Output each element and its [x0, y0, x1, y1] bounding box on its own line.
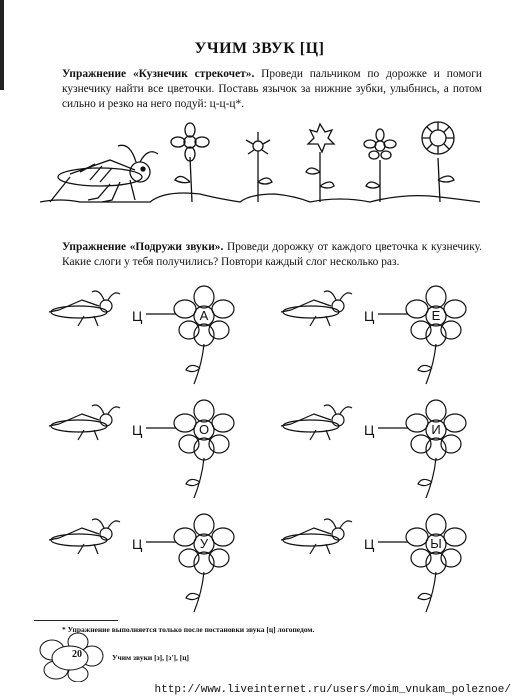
exercise-2-text: Проведи дорожку от каждого цветочка к кузнечику. Какие слоги у тебя получились? Повтори каждый слог несколько раз.: [62, 241, 483, 268]
grasshopper-flower-pair-4-icon: [276, 398, 486, 508]
syllable-pair-4: [276, 398, 486, 508]
vowel-label-2: Е: [431, 308, 441, 323]
vowel-label-6: Ы: [430, 536, 442, 551]
consonant-label-2: Ц: [364, 308, 375, 324]
page-title: УЧИМ ЗВУК [Ц]: [194, 40, 325, 57]
exercise-2-name: Упражнение «Подружи звуки».: [62, 241, 224, 253]
syllable-pair-5: [44, 512, 254, 622]
consonant-label-3: Ц: [132, 422, 143, 438]
flower-1-icon: [171, 123, 209, 202]
grasshopper-flowers-illustration: [40, 102, 480, 222]
exercise-2-instructions: [62, 240, 482, 270]
grasshopper-flower-pair-3-icon: [44, 398, 254, 508]
flower-3-icon: [306, 124, 334, 202]
grasshopper-flower-pair-6-icon: [276, 512, 486, 622]
syllable-pair-1: [44, 284, 254, 394]
footnote: * Упражнение выполняется только после постановки звука [ц] логопедом.: [62, 625, 315, 634]
vowel-label-1: А: [199, 308, 209, 323]
consonant-label-6: Ц: [364, 536, 375, 552]
flower-2-icon: [246, 132, 272, 202]
consonant-label-4: Ц: [364, 422, 375, 438]
syllable-pair-3: [44, 398, 254, 508]
watermark-url: http://www.liveinternet.ru/users/moim_vnukam_poleznoe/: [154, 684, 511, 696]
running-footer: Учим звуки [з], [з'], [ц]: [112, 653, 190, 662]
exercise-1-text: Проведи пальчиком по дорожке и помоги кузнечику найти все цветочки. Поставь язычок за нижние зубки, улыбнись, а потом сильно и резко на него подуй: ц-ц-ц*.: [62, 68, 482, 110]
syllable-pair-2: [276, 284, 486, 394]
vowel-label-3: О: [198, 422, 210, 437]
grasshopper-flower-pair-1-icon: [44, 284, 254, 394]
consonant-label-1: Ц: [132, 308, 143, 324]
syllable-pair-6: [276, 512, 486, 622]
flower-5-icon: [422, 122, 454, 202]
grasshopper-icon: [50, 145, 158, 202]
grasshopper-flower-pair-2-icon: [276, 284, 486, 394]
vowel-label-4: И: [431, 422, 441, 437]
exercise-1-name: Упражнение «Кузнечик стрекочет».: [62, 68, 255, 80]
footnote-divider: [34, 620, 118, 621]
grasshopper-flower-pair-5-icon: [44, 512, 254, 622]
vowel-label-5: У: [199, 536, 209, 551]
page-number: 20: [72, 649, 82, 660]
consonant-label-5: Ц: [132, 536, 143, 552]
flower-4-icon: [364, 129, 396, 202]
